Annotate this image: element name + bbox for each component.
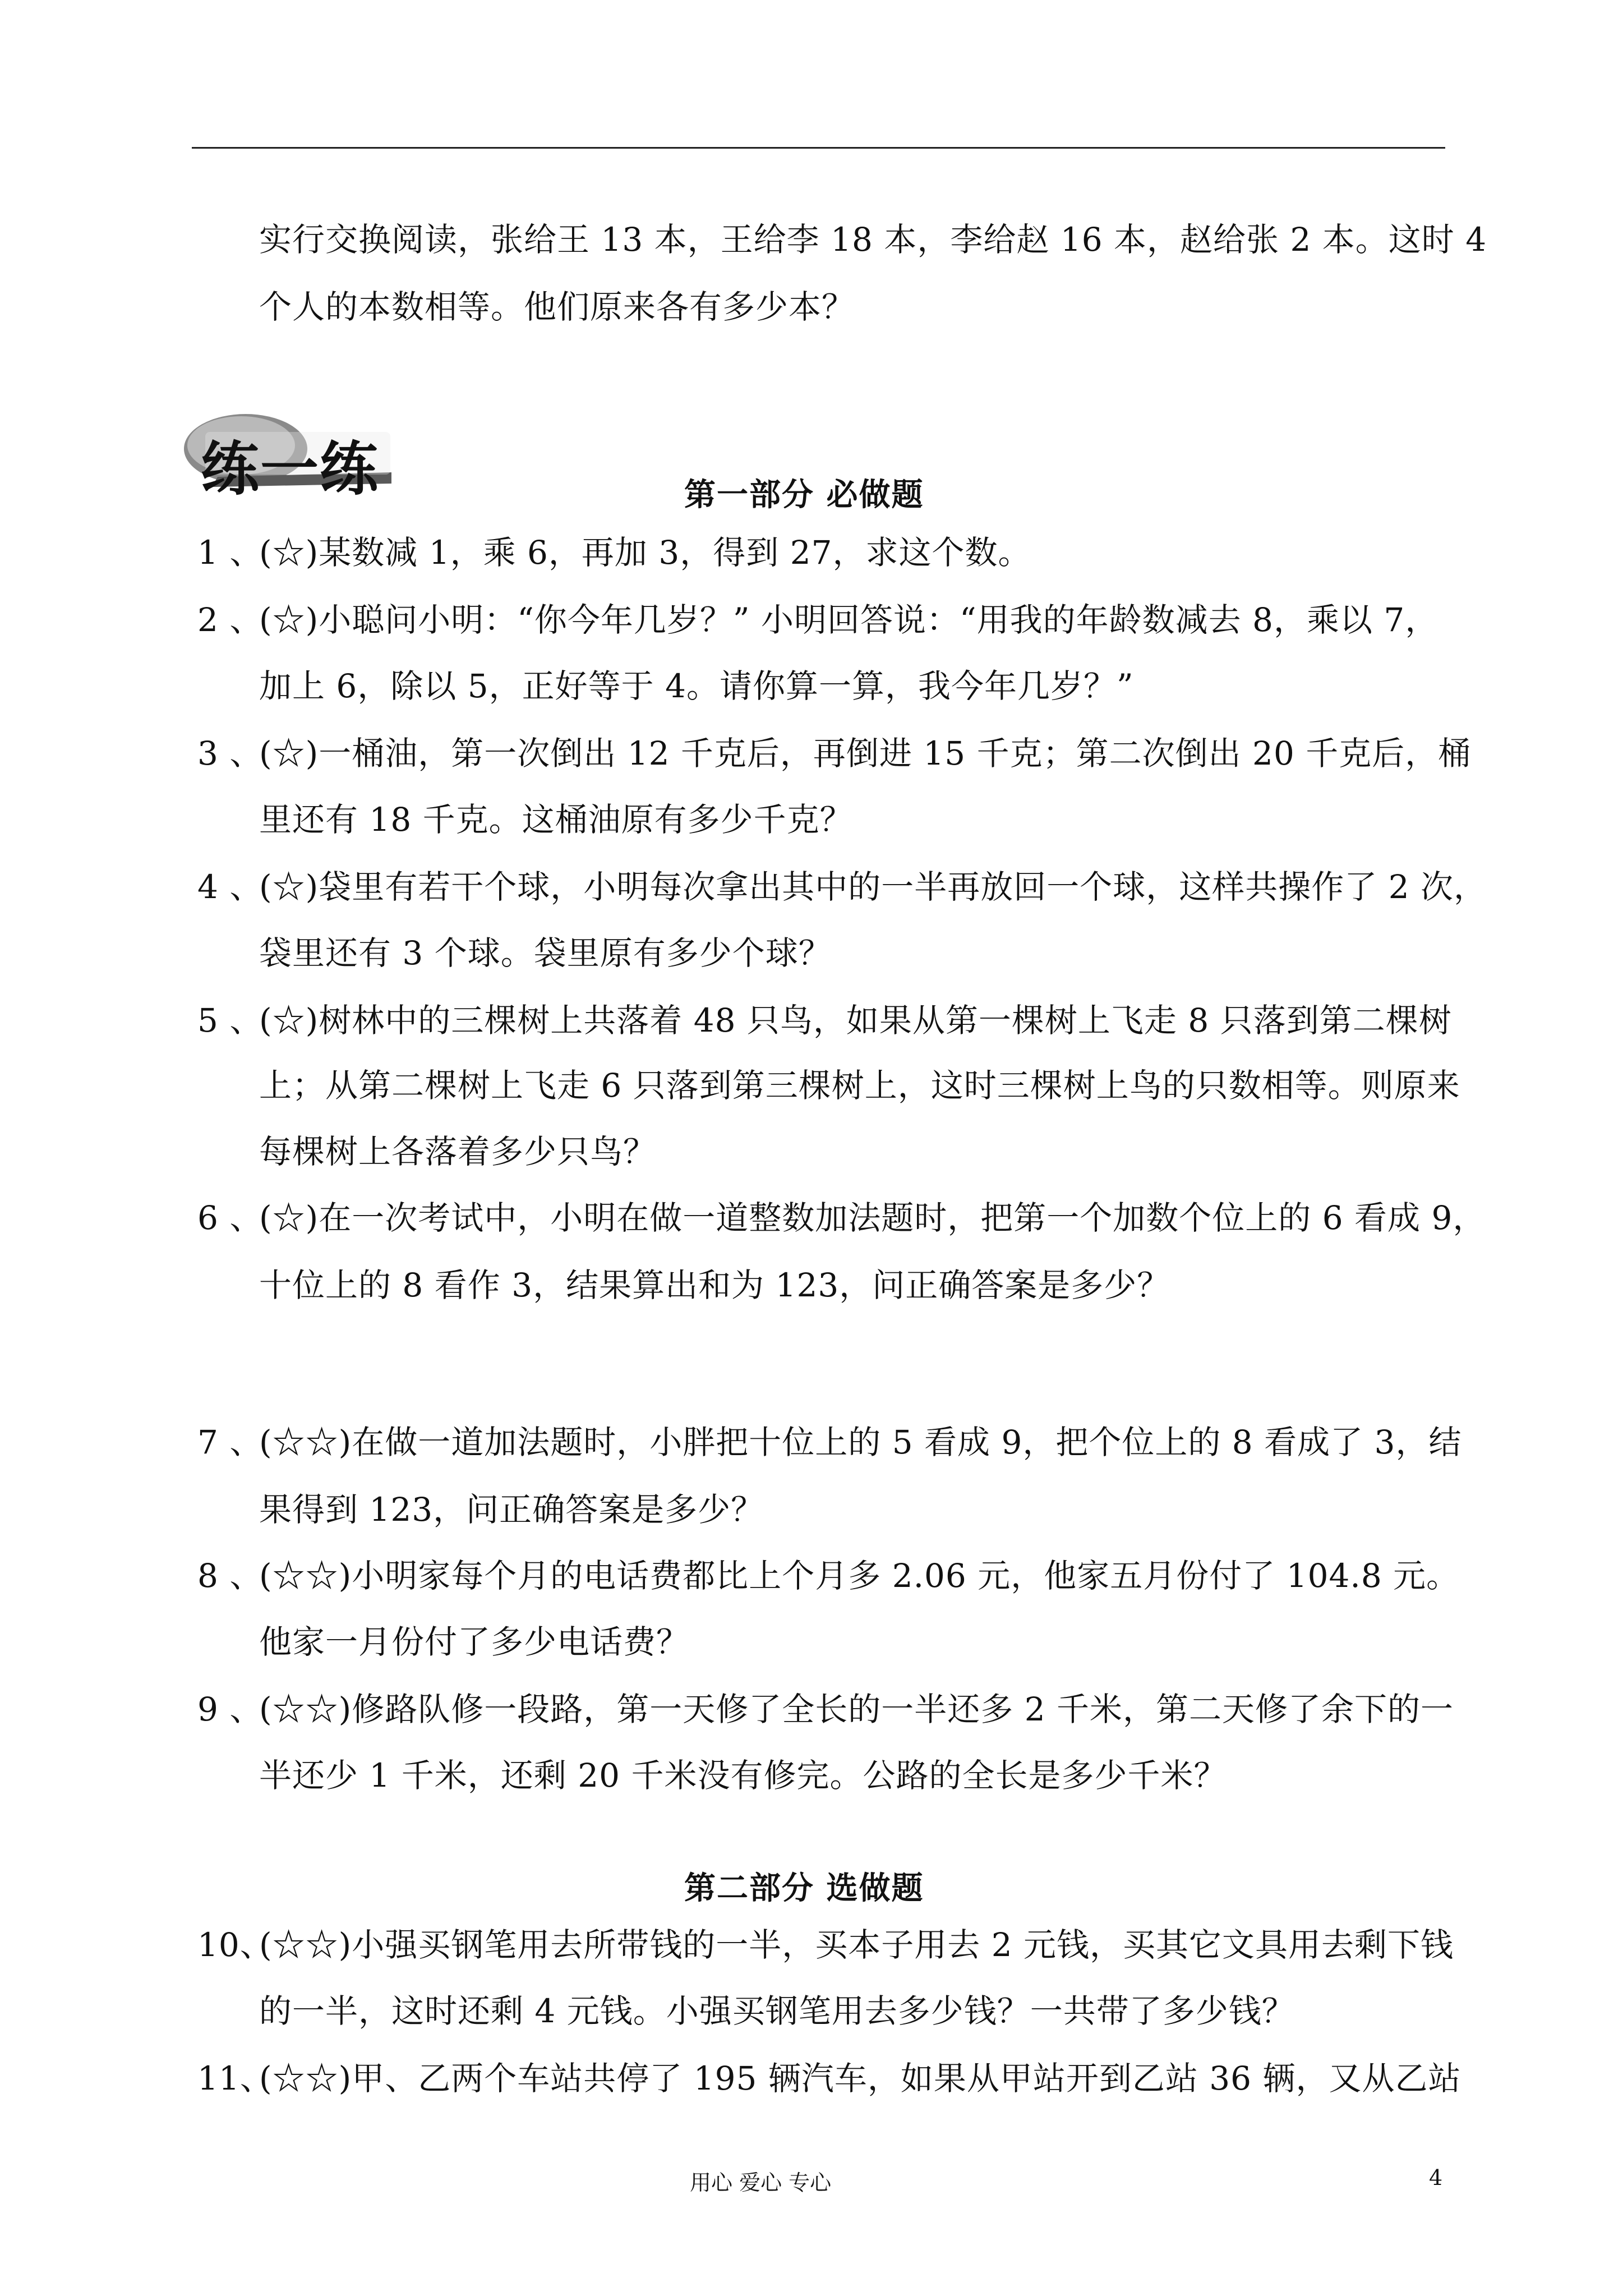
problem-text: (☆☆)甲、乙两个车站共停了 195 辆汽车，如果从甲站开到乙站 36 辆，又从乙站: [259, 2059, 1461, 2097]
problem-text: (☆)小聪问小明：“你今年几岁？” 小明回答说：“用我的年龄数减去 8，乘以 7，: [259, 601, 1438, 639]
problem-text: (☆☆)小明家每个月的电话费都比上个月多 2.06 元，他家五月份付了 104.8 元。: [259, 1557, 1460, 1595]
footer-motto: 用心 爱心 专心: [690, 2170, 832, 2195]
problem-text: 的一半，这时还剩 4 元钱。小强买钢笔用去多少钱？一共带了多少钱？: [259, 1992, 1295, 2030]
problem-number: 9 、: [197, 1690, 263, 1728]
problem-number: 10、: [197, 1926, 273, 1964]
problem-text: (☆)袋里有若干个球，小明每次拿出其中的一半再放回一个球，这样共操作了 2 次，: [259, 868, 1487, 906]
problem-text: (☆)树林中的三棵树上共落着 48 只鸟，如果从第一棵树上飞走 8 只落到第二棵树: [259, 1001, 1452, 1039]
paragraph-line: 实行交换阅读，张给王 13 本，王给李 18 本，李给赵 16 本，赵给张 2 本。这时 4: [259, 220, 1487, 259]
paragraph-line: 个人的本数相等。他们原来各有多少本？: [259, 288, 855, 326]
problem-text: 他家一月份付了多少电话费？: [259, 1623, 690, 1661]
problem-text: 加上 6，除以 5，正好等于 4。请你算一算，我今年几岁？”: [259, 667, 1134, 705]
problem-text: (☆☆)在做一道加法题时，小胖把十位上的 5 看成 9，把个位上的 8 看成了 3，结: [259, 1423, 1462, 1461]
problem-text: 半还少 1 千米，还剩 20 千米没有修完。公路的全长是多少千米？: [259, 1756, 1227, 1795]
problem-text: (☆)一桶油，第一次倒出 12 千克后，再倒进 15 千克；第二次倒出 20 千克后，桶: [259, 734, 1472, 772]
section-title-required: 第一部分 必做题: [684, 476, 924, 513]
problem-text: 果得到 123，问正确答案是多少？: [259, 1490, 764, 1529]
problem-number: 1 、: [197, 533, 263, 572]
problem-number: 2 、: [197, 601, 263, 639]
header-rule: [192, 147, 1445, 149]
section-title-optional: 第二部分 选做题: [684, 1870, 924, 1907]
problem-number: 5 、: [197, 1001, 263, 1039]
problem-text: (☆☆)修路队修一段路，第一天修了全长的一半还多 2 千米，第二天修了余下的一: [259, 1690, 1454, 1728]
problem-number: 3 、: [197, 734, 263, 772]
problem-text: (☆)某数减 1，乘 6，再加 3，得到 27，求这个数。: [259, 533, 1031, 572]
practice-badge-text: 练一练: [201, 435, 380, 503]
problem-text: 每棵树上各落着多少只鸟？: [259, 1133, 657, 1171]
problem-number: 4 、: [197, 868, 263, 906]
problem-text: (☆)在一次考试中，小明在做一道整数加法题时，把第一个加数个位上的 6 看成 9，: [259, 1199, 1486, 1237]
problem-number: 6 、: [197, 1199, 263, 1237]
problem-text: (☆☆)小强买钢笔用去所带钱的一半，买本子用去 2 元钱，买其它文具用去剩下钱: [259, 1926, 1454, 1964]
problem-number: 8 、: [197, 1557, 263, 1595]
problem-text: 十位上的 8 看作 3，结果算出和为 123，问正确答案是多少？: [259, 1266, 1170, 1304]
problem-text: 上；从第二棵树上飞走 6 只落到第三棵树上，这时三棵树上鸟的只数相等。则原来: [259, 1066, 1460, 1105]
practice-badge: [178, 409, 403, 503]
problem-text: 里还有 18 千克。这桶油原有多少千克？: [259, 800, 853, 839]
page-number: 4: [1429, 2165, 1443, 2190]
problem-number: 7 、: [197, 1423, 263, 1461]
problem-number: 11、: [197, 2059, 273, 2097]
problem-text: 袋里还有 3 个球。袋里原有多少个球？: [259, 934, 832, 972]
